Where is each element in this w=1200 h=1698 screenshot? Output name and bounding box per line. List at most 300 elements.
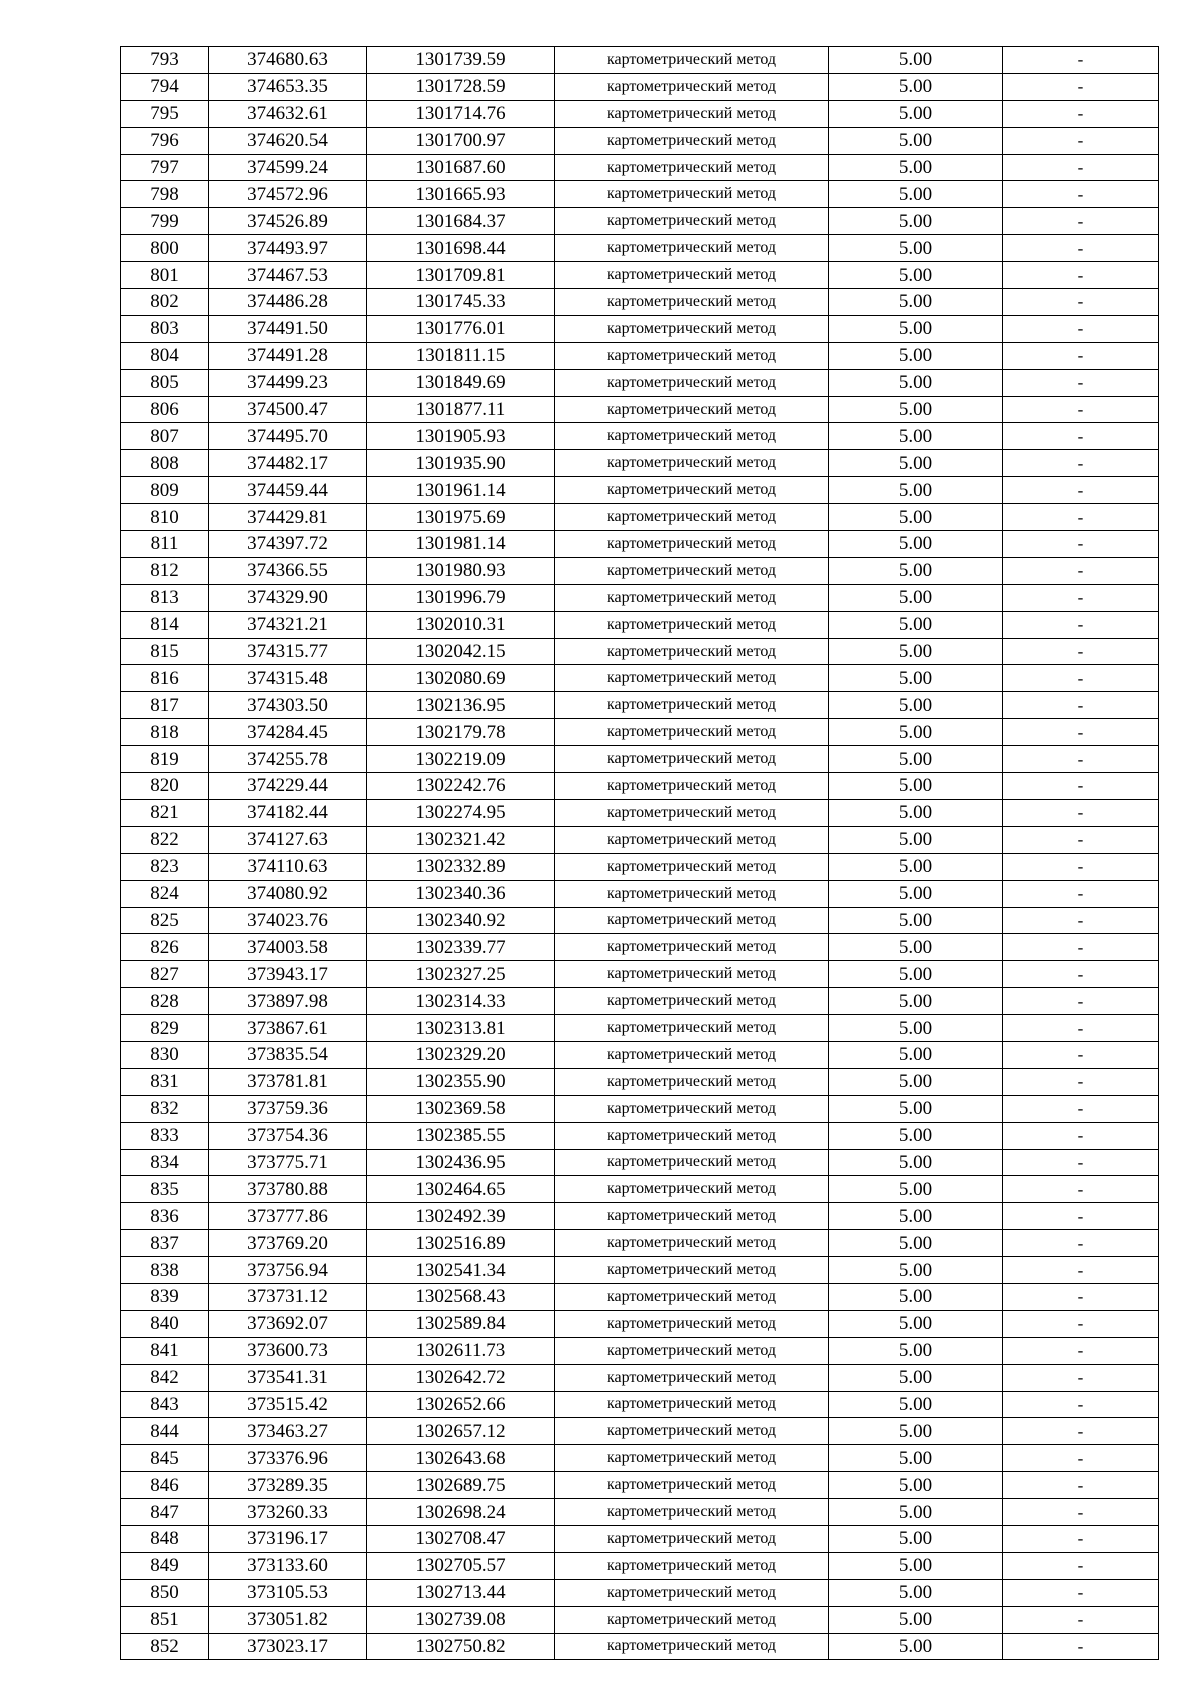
x-coordinate-cell: 373835.54	[209, 1041, 367, 1068]
x-coordinate-cell: 373105.53	[209, 1579, 367, 1606]
note-cell: -	[1003, 665, 1159, 692]
point-number-cell: 809	[121, 477, 209, 504]
y-coordinate-cell: 1301709.81	[367, 262, 555, 289]
table-row	[121, 127, 1159, 154]
table-row	[121, 1391, 1159, 1418]
y-coordinate-cell: 1302643.68	[367, 1445, 555, 1472]
table-row	[121, 1041, 1159, 1068]
y-coordinate-cell: 1302332.89	[367, 853, 555, 880]
point-number-cell: 807	[121, 423, 209, 450]
accuracy-cell: 5.00	[829, 342, 1003, 369]
x-coordinate-cell: 374495.70	[209, 423, 367, 450]
note-cell: -	[1003, 1525, 1159, 1552]
y-coordinate-cell: 1302568.43	[367, 1283, 555, 1310]
x-coordinate-cell: 374003.58	[209, 934, 367, 961]
point-number-cell: 817	[121, 692, 209, 719]
x-coordinate-cell: 373867.61	[209, 1015, 367, 1042]
method-cell: картометрический метод	[555, 342, 829, 369]
table-row	[121, 1525, 1159, 1552]
accuracy-cell: 5.00	[829, 719, 1003, 746]
point-number-cell: 851	[121, 1606, 209, 1633]
method-cell: картометрический метод	[555, 665, 829, 692]
coordinates-table-body	[121, 47, 1159, 1660]
method-cell: картометрический метод	[555, 880, 829, 907]
y-coordinate-cell: 1301935.90	[367, 450, 555, 477]
y-coordinate-cell: 1302242.76	[367, 773, 555, 800]
note-cell: -	[1003, 342, 1159, 369]
note-cell: -	[1003, 1095, 1159, 1122]
table-row	[121, 1257, 1159, 1284]
note-cell: -	[1003, 1445, 1159, 1472]
note-cell: -	[1003, 1418, 1159, 1445]
accuracy-cell: 5.00	[829, 826, 1003, 853]
accuracy-cell: 5.00	[829, 692, 1003, 719]
method-cell: картометрический метод	[555, 531, 829, 558]
note-cell: -	[1003, 1203, 1159, 1230]
y-coordinate-cell: 1302219.09	[367, 746, 555, 773]
table-row	[121, 1176, 1159, 1203]
accuracy-cell: 5.00	[829, 1472, 1003, 1499]
point-number-cell: 811	[121, 531, 209, 558]
table-row	[121, 396, 1159, 423]
table-row	[121, 611, 1159, 638]
point-number-cell: 814	[121, 611, 209, 638]
table-row	[121, 799, 1159, 826]
y-coordinate-cell: 1301811.15	[367, 342, 555, 369]
note-cell: -	[1003, 154, 1159, 181]
y-coordinate-cell: 1302657.12	[367, 1418, 555, 1445]
point-number-cell: 842	[121, 1364, 209, 1391]
point-number-cell: 801	[121, 262, 209, 289]
method-cell: картометрический метод	[555, 289, 829, 316]
y-coordinate-cell: 1301700.97	[367, 127, 555, 154]
point-number-cell: 812	[121, 557, 209, 584]
x-coordinate-cell: 374653.35	[209, 73, 367, 100]
method-cell: картометрический метод	[555, 1041, 829, 1068]
table-row	[121, 504, 1159, 531]
x-coordinate-cell: 373780.88	[209, 1176, 367, 1203]
table-row	[121, 1499, 1159, 1526]
y-coordinate-cell: 1301665.93	[367, 181, 555, 208]
note-cell: -	[1003, 369, 1159, 396]
x-coordinate-cell: 373463.27	[209, 1418, 367, 1445]
table-row	[121, 1015, 1159, 1042]
y-coordinate-cell: 1302339.77	[367, 934, 555, 961]
accuracy-cell: 5.00	[829, 1499, 1003, 1526]
table-row	[121, 1418, 1159, 1445]
table-row	[121, 1552, 1159, 1579]
method-cell: картометрический метод	[555, 1095, 829, 1122]
note-cell: -	[1003, 880, 1159, 907]
y-coordinate-cell: 1301745.33	[367, 289, 555, 316]
table-row	[121, 315, 1159, 342]
x-coordinate-cell: 373769.20	[209, 1230, 367, 1257]
table-row	[121, 961, 1159, 988]
table-row	[121, 1283, 1159, 1310]
accuracy-cell: 5.00	[829, 73, 1003, 100]
accuracy-cell: 5.00	[829, 584, 1003, 611]
point-number-cell: 843	[121, 1391, 209, 1418]
table-row	[121, 289, 1159, 316]
point-number-cell: 838	[121, 1257, 209, 1284]
table-row	[121, 584, 1159, 611]
point-number-cell: 831	[121, 1068, 209, 1095]
x-coordinate-cell: 373260.33	[209, 1499, 367, 1526]
accuracy-cell: 5.00	[829, 1337, 1003, 1364]
point-number-cell: 799	[121, 208, 209, 235]
table-row	[121, 450, 1159, 477]
note-cell: -	[1003, 1041, 1159, 1068]
method-cell: картометрический метод	[555, 262, 829, 289]
accuracy-cell: 5.00	[829, 1633, 1003, 1660]
method-cell: картометрический метод	[555, 423, 829, 450]
method-cell: картометрический метод	[555, 154, 829, 181]
point-number-cell: 845	[121, 1445, 209, 1472]
table-row	[121, 773, 1159, 800]
method-cell: картометрический метод	[555, 907, 829, 934]
x-coordinate-cell: 373943.17	[209, 961, 367, 988]
method-cell: картометрический метод	[555, 396, 829, 423]
x-coordinate-cell: 373133.60	[209, 1552, 367, 1579]
x-coordinate-cell: 374315.77	[209, 638, 367, 665]
note-cell: -	[1003, 1552, 1159, 1579]
accuracy-cell: 5.00	[829, 1015, 1003, 1042]
y-coordinate-cell: 1302739.08	[367, 1606, 555, 1633]
x-coordinate-cell: 374397.72	[209, 531, 367, 558]
table-row	[121, 692, 1159, 719]
y-coordinate-cell: 1302708.47	[367, 1525, 555, 1552]
method-cell: картометрический метод	[555, 47, 829, 74]
point-number-cell: 804	[121, 342, 209, 369]
y-coordinate-cell: 1302080.69	[367, 665, 555, 692]
y-coordinate-cell: 1302464.65	[367, 1176, 555, 1203]
accuracy-cell: 5.00	[829, 504, 1003, 531]
note-cell: -	[1003, 584, 1159, 611]
point-number-cell: 848	[121, 1525, 209, 1552]
note-cell: -	[1003, 853, 1159, 880]
x-coordinate-cell: 374459.44	[209, 477, 367, 504]
note-cell: -	[1003, 47, 1159, 74]
y-coordinate-cell: 1302516.89	[367, 1230, 555, 1257]
table-row	[121, 369, 1159, 396]
table-row	[121, 73, 1159, 100]
note-cell: -	[1003, 315, 1159, 342]
note-cell: -	[1003, 611, 1159, 638]
note-cell: -	[1003, 1499, 1159, 1526]
table-row	[121, 853, 1159, 880]
point-number-cell: 847	[121, 1499, 209, 1526]
method-cell: картометрический метод	[555, 1230, 829, 1257]
x-coordinate-cell: 374632.61	[209, 100, 367, 127]
x-coordinate-cell: 374599.24	[209, 154, 367, 181]
y-coordinate-cell: 1301739.59	[367, 47, 555, 74]
y-coordinate-cell: 1301981.14	[367, 531, 555, 558]
x-coordinate-cell: 374080.92	[209, 880, 367, 907]
table-row	[121, 1310, 1159, 1337]
y-coordinate-cell: 1302327.25	[367, 961, 555, 988]
note-cell: -	[1003, 262, 1159, 289]
table-row	[121, 1364, 1159, 1391]
method-cell: картометрический метод	[555, 557, 829, 584]
y-coordinate-cell: 1302329.20	[367, 1041, 555, 1068]
table-row	[121, 342, 1159, 369]
accuracy-cell: 5.00	[829, 181, 1003, 208]
table-row	[121, 1633, 1159, 1660]
table-row	[121, 531, 1159, 558]
table-row	[121, 1230, 1159, 1257]
y-coordinate-cell: 1301905.93	[367, 423, 555, 450]
x-coordinate-cell: 373775.71	[209, 1149, 367, 1176]
point-number-cell: 802	[121, 289, 209, 316]
method-cell: картометрический метод	[555, 1364, 829, 1391]
note-cell: -	[1003, 907, 1159, 934]
method-cell: картометрический метод	[555, 1068, 829, 1095]
method-cell: картометрический метод	[555, 1391, 829, 1418]
note-cell: -	[1003, 638, 1159, 665]
accuracy-cell: 5.00	[829, 1257, 1003, 1284]
note-cell: -	[1003, 1337, 1159, 1364]
point-number-cell: 832	[121, 1095, 209, 1122]
y-coordinate-cell: 1302642.72	[367, 1364, 555, 1391]
accuracy-cell: 5.00	[829, 611, 1003, 638]
y-coordinate-cell: 1301684.37	[367, 208, 555, 235]
method-cell: картометрический метод	[555, 1176, 829, 1203]
note-cell: -	[1003, 1310, 1159, 1337]
point-number-cell: 827	[121, 961, 209, 988]
table-row	[121, 154, 1159, 181]
y-coordinate-cell: 1302321.42	[367, 826, 555, 853]
point-number-cell: 829	[121, 1015, 209, 1042]
method-cell: картометрический метод	[555, 369, 829, 396]
note-cell: -	[1003, 1068, 1159, 1095]
note-cell: -	[1003, 477, 1159, 504]
method-cell: картометрический метод	[555, 961, 829, 988]
table-row	[121, 1579, 1159, 1606]
method-cell: картометрический метод	[555, 1337, 829, 1364]
accuracy-cell: 5.00	[829, 638, 1003, 665]
method-cell: картометрический метод	[555, 1472, 829, 1499]
accuracy-cell: 5.00	[829, 423, 1003, 450]
y-coordinate-cell: 1302042.15	[367, 638, 555, 665]
accuracy-cell: 5.00	[829, 746, 1003, 773]
table-row	[121, 1149, 1159, 1176]
point-number-cell: 836	[121, 1203, 209, 1230]
x-coordinate-cell: 374572.96	[209, 181, 367, 208]
table-row	[121, 1122, 1159, 1149]
method-cell: картометрический метод	[555, 1606, 829, 1633]
accuracy-cell: 5.00	[829, 1041, 1003, 1068]
point-number-cell: 850	[121, 1579, 209, 1606]
table-row	[121, 235, 1159, 262]
table-row	[121, 1337, 1159, 1364]
accuracy-cell: 5.00	[829, 47, 1003, 74]
accuracy-cell: 5.00	[829, 262, 1003, 289]
note-cell: -	[1003, 235, 1159, 262]
x-coordinate-cell: 374329.90	[209, 584, 367, 611]
method-cell: картометрический метод	[555, 315, 829, 342]
note-cell: -	[1003, 1472, 1159, 1499]
accuracy-cell: 5.00	[829, 369, 1003, 396]
table-row	[121, 907, 1159, 934]
table-row	[121, 557, 1159, 584]
method-cell: картометрический метод	[555, 1015, 829, 1042]
y-coordinate-cell: 1301714.76	[367, 100, 555, 127]
method-cell: картометрический метод	[555, 181, 829, 208]
point-number-cell: 821	[121, 799, 209, 826]
method-cell: картометрический метод	[555, 1579, 829, 1606]
point-number-cell: 798	[121, 181, 209, 208]
y-coordinate-cell: 1302340.36	[367, 880, 555, 907]
point-number-cell: 795	[121, 100, 209, 127]
point-number-cell: 794	[121, 73, 209, 100]
table-row	[121, 1445, 1159, 1472]
point-number-cell: 816	[121, 665, 209, 692]
x-coordinate-cell: 373376.96	[209, 1445, 367, 1472]
point-number-cell: 849	[121, 1552, 209, 1579]
note-cell: -	[1003, 127, 1159, 154]
point-number-cell: 840	[121, 1310, 209, 1337]
note-cell: -	[1003, 934, 1159, 961]
method-cell: картометрический метод	[555, 1122, 829, 1149]
y-coordinate-cell: 1301698.44	[367, 235, 555, 262]
method-cell: картометрический метод	[555, 773, 829, 800]
table-row	[121, 477, 1159, 504]
note-cell: -	[1003, 289, 1159, 316]
method-cell: картометрический метод	[555, 692, 829, 719]
note-cell: -	[1003, 450, 1159, 477]
accuracy-cell: 5.00	[829, 773, 1003, 800]
point-number-cell: 830	[121, 1041, 209, 1068]
note-cell: -	[1003, 1364, 1159, 1391]
x-coordinate-cell: 373756.94	[209, 1257, 367, 1284]
point-number-cell: 793	[121, 47, 209, 74]
y-coordinate-cell: 1301996.79	[367, 584, 555, 611]
x-coordinate-cell: 374491.50	[209, 315, 367, 342]
x-coordinate-cell: 373754.36	[209, 1122, 367, 1149]
x-coordinate-cell: 374182.44	[209, 799, 367, 826]
point-number-cell: 815	[121, 638, 209, 665]
method-cell: картометрический метод	[555, 1418, 829, 1445]
note-cell: -	[1003, 423, 1159, 450]
x-coordinate-cell: 373600.73	[209, 1337, 367, 1364]
x-coordinate-cell: 374499.23	[209, 369, 367, 396]
y-coordinate-cell: 1301849.69	[367, 369, 555, 396]
x-coordinate-cell: 374429.81	[209, 504, 367, 531]
y-coordinate-cell: 1302136.95	[367, 692, 555, 719]
note-cell: -	[1003, 396, 1159, 423]
table-row	[121, 262, 1159, 289]
x-coordinate-cell: 374491.28	[209, 342, 367, 369]
note-cell: -	[1003, 1257, 1159, 1284]
point-number-cell: 805	[121, 369, 209, 396]
x-coordinate-cell: 374493.97	[209, 235, 367, 262]
table-row	[121, 719, 1159, 746]
table-row	[121, 47, 1159, 74]
x-coordinate-cell: 373051.82	[209, 1606, 367, 1633]
table-row	[121, 100, 1159, 127]
accuracy-cell: 5.00	[829, 665, 1003, 692]
y-coordinate-cell: 1302369.58	[367, 1095, 555, 1122]
x-coordinate-cell: 373759.36	[209, 1095, 367, 1122]
note-cell: -	[1003, 1015, 1159, 1042]
y-coordinate-cell: 1301961.14	[367, 477, 555, 504]
note-cell: -	[1003, 961, 1159, 988]
method-cell: картометрический метод	[555, 100, 829, 127]
point-number-cell: 824	[121, 880, 209, 907]
note-cell: -	[1003, 1283, 1159, 1310]
accuracy-cell: 5.00	[829, 315, 1003, 342]
x-coordinate-cell: 374467.53	[209, 262, 367, 289]
y-coordinate-cell: 1302589.84	[367, 1310, 555, 1337]
note-cell: -	[1003, 692, 1159, 719]
y-coordinate-cell: 1302689.75	[367, 1472, 555, 1499]
table-row	[121, 208, 1159, 235]
note-cell: -	[1003, 1606, 1159, 1633]
table-row	[121, 1095, 1159, 1122]
accuracy-cell: 5.00	[829, 1525, 1003, 1552]
table-row	[121, 1606, 1159, 1633]
note-cell: -	[1003, 1176, 1159, 1203]
method-cell: картометрический метод	[555, 208, 829, 235]
note-cell: -	[1003, 504, 1159, 531]
method-cell: картометрический метод	[555, 1445, 829, 1472]
y-coordinate-cell: 1302652.66	[367, 1391, 555, 1418]
table-row	[121, 423, 1159, 450]
method-cell: картометрический метод	[555, 1310, 829, 1337]
x-coordinate-cell: 374321.21	[209, 611, 367, 638]
x-coordinate-cell: 373196.17	[209, 1525, 367, 1552]
accuracy-cell: 5.00	[829, 1552, 1003, 1579]
y-coordinate-cell: 1302355.90	[367, 1068, 555, 1095]
method-cell: картометрический метод	[555, 1149, 829, 1176]
accuracy-cell: 5.00	[829, 1122, 1003, 1149]
accuracy-cell: 5.00	[829, 450, 1003, 477]
point-number-cell: 846	[121, 1472, 209, 1499]
accuracy-cell: 5.00	[829, 235, 1003, 262]
x-coordinate-cell: 374110.63	[209, 853, 367, 880]
table-row	[121, 1068, 1159, 1095]
accuracy-cell: 5.00	[829, 1095, 1003, 1122]
x-coordinate-cell: 374366.55	[209, 557, 367, 584]
accuracy-cell: 5.00	[829, 934, 1003, 961]
method-cell: картометрический метод	[555, 1525, 829, 1552]
note-cell: -	[1003, 799, 1159, 826]
y-coordinate-cell: 1301975.69	[367, 504, 555, 531]
accuracy-cell: 5.00	[829, 1310, 1003, 1337]
accuracy-cell: 5.00	[829, 1606, 1003, 1633]
x-coordinate-cell: 374486.28	[209, 289, 367, 316]
method-cell: картометрический метод	[555, 1283, 829, 1310]
note-cell: -	[1003, 181, 1159, 208]
x-coordinate-cell: 374482.17	[209, 450, 367, 477]
y-coordinate-cell: 1302385.55	[367, 1122, 555, 1149]
method-cell: картометрический метод	[555, 853, 829, 880]
y-coordinate-cell: 1302698.24	[367, 1499, 555, 1526]
accuracy-cell: 5.00	[829, 1579, 1003, 1606]
y-coordinate-cell: 1302713.44	[367, 1579, 555, 1606]
x-coordinate-cell: 374500.47	[209, 396, 367, 423]
note-cell: -	[1003, 1122, 1159, 1149]
table-row	[121, 826, 1159, 853]
table-row	[121, 880, 1159, 907]
accuracy-cell: 5.00	[829, 961, 1003, 988]
point-number-cell: 837	[121, 1230, 209, 1257]
x-coordinate-cell: 374284.45	[209, 719, 367, 746]
accuracy-cell: 5.00	[829, 799, 1003, 826]
y-coordinate-cell: 1302436.95	[367, 1149, 555, 1176]
method-cell: картометрический метод	[555, 73, 829, 100]
point-number-cell: 826	[121, 934, 209, 961]
